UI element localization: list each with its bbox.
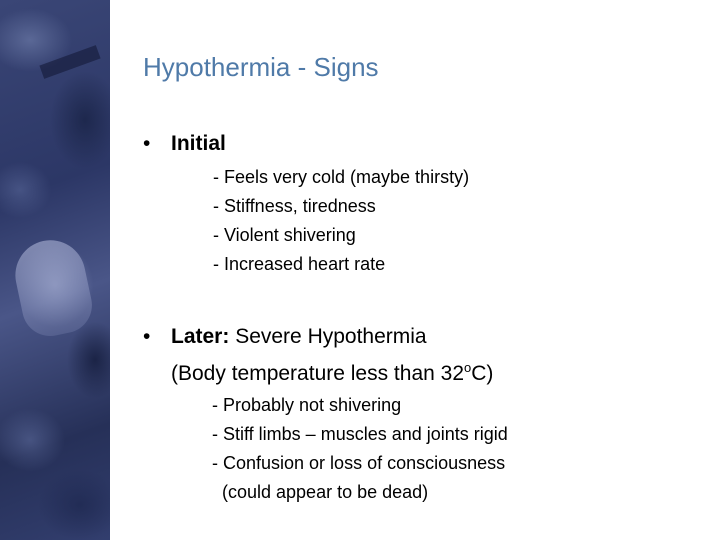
bullet-marker: • [143,132,151,155]
bullet-heading: Later: [171,325,230,348]
bullet-heading-rest: Severe Hypothermia [229,325,427,348]
degree-sign: o [464,360,472,375]
bullet-heading: Initial [171,132,226,155]
sub-item: - Confusion or loss of consciousness [212,453,506,473]
bullet-marker: • [143,325,151,348]
photo-detail [39,45,100,79]
temperature-text: (Body temperature less than 32 [171,362,464,385]
temperature-unit: C) [471,362,494,385]
sub-item: - Feels very cold (maybe thirsty) [213,167,470,187]
bullet-continuation [143,352,703,389]
sub-item: - Stiffness, tiredness [213,196,376,216]
photo-detail [9,234,97,341]
sub-item: - Violent shivering [213,225,356,245]
bullet-later [143,321,703,352]
sub-item: - Probably not shivering [212,395,402,415]
sub-item: - Increased heart rate [213,254,386,274]
sub-item: (could appear to be dead) [212,482,429,502]
bullet-initial [143,128,703,159]
slide-title: Hypothermia - Signs [143,52,379,82]
sub-item: - Stiff limbs – muscles and joints rigid [212,424,508,444]
slide-body [143,128,703,507]
side-photo [0,0,110,540]
